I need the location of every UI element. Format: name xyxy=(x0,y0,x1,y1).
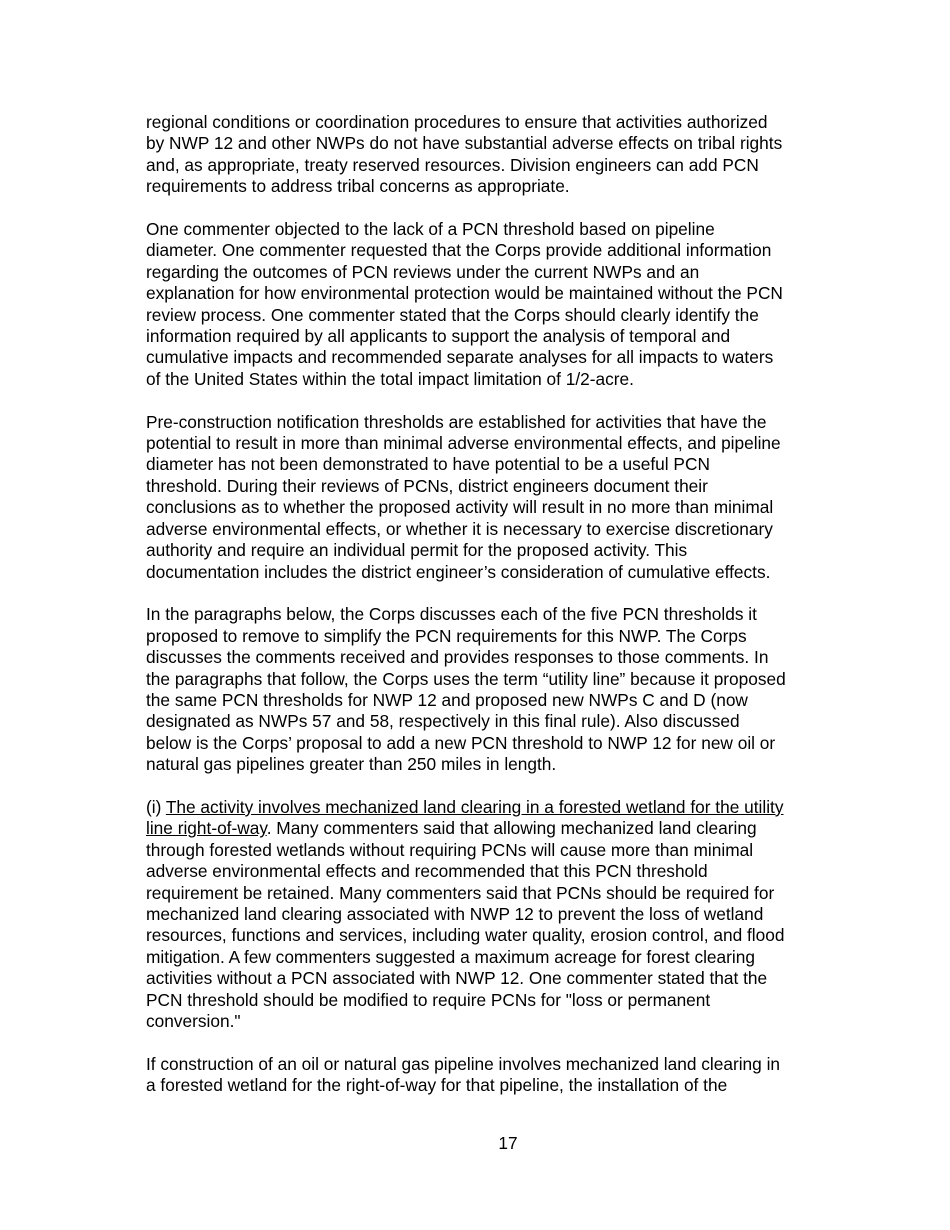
page-number: 17 xyxy=(498,1133,518,1153)
item-i-underlined-heading: The activity involves mechanized land clearing in a forested wetland for the utility line right-of-way xyxy=(146,796,784,839)
paragraph-tribal-conditions: regional conditions or coordination procedures to ensure that activities authorized by NWP 12 and other NWPs do not have substantial adverse effects on tribal rights and, as appropriate, treaty reserved resources. Division engineers can add PCN requirements to address tribal concerns as appropriate. xyxy=(146,112,783,197)
paragraph-pcn-thresholds-response: Pre-construction notification thresholds are established for activities that have the potential to result in more than minimal adverse environmental effects, and pipeline diameter has not been demonstrated to have potential to be a useful PCN threshold. During their reviews of PCNs, district engineers document their conclusions as to whether the proposed activity will result in no more than minimal adverse environmental effects, or whether it is necessary to exercise discretionary authority and require an individual permit for the proposed activity. This documentation includes the district engineer’s consideration of cumulative effects. xyxy=(146,411,781,582)
item-i-body: . Many commenters said that allowing mechanized land clearing through forested wetlands without requiring PCNs will cause more than minimal adverse environmental effects and recommended that this PCN threshold requirement be retained. Many commenters said that PCNs should be required for mechanized land clearing associated with NWP 12 to prevent the loss of wetland resources, functions and services, including water quality, erosion control, and flood mitigation. A few commenters suggested a maximum acreage for forest clearing activities without a PCN associated with NWP 12. One commenter stated that the PCN threshold should be modified to require PCNs for "loss or permanent conversion." xyxy=(146,818,785,1031)
paragraph-item-i xyxy=(146,797,846,1032)
paragraph-five-pcn-thresholds: In the paragraphs below, the Corps discusses each of the five PCN thresholds it proposed to remove to simplify the PCN requirements for this NWP. The Corps discusses the comments received and provides responses to those comments. In the paragraphs that follow, the Corps uses the term “utility line” because it proposed the same PCN thresholds for NWP 12 and proposed new NWPs C and D (now designated as NWPs 57 and 58, respectively in this final rule). Also discussed below is the Corps’ proposal to add a new PCN threshold to NWP 12 for new oil or natural gas pipelines greater than 250 miles in length. xyxy=(146,604,786,775)
paragraph-oil-gas-pipeline: If construction of an oil or natural gas pipeline involves mechanized land clearing in a forested wetland for the right-of-way for that pipeline, the installation of the xyxy=(146,1053,781,1096)
document-body xyxy=(146,112,846,1118)
paragraph-pipeline-diameter-comments: One commenter objected to the lack of a PCN threshold based on pipeline diameter. One commenter requested that the Corps provide additional information regarding the outcomes of PCN reviews under the current NWPs and an explanation for how environmental protection would be maintained without the PCN review process. One commenter stated that the Corps should clearly identify the information required by all applicants to support the analysis of temporal and cumulative impacts and recommended separate analyses for all impacts to waters of the United States within the total impact limitation of 1/2-acre. xyxy=(146,219,783,389)
item-i-prefix: (i) xyxy=(146,796,166,817)
